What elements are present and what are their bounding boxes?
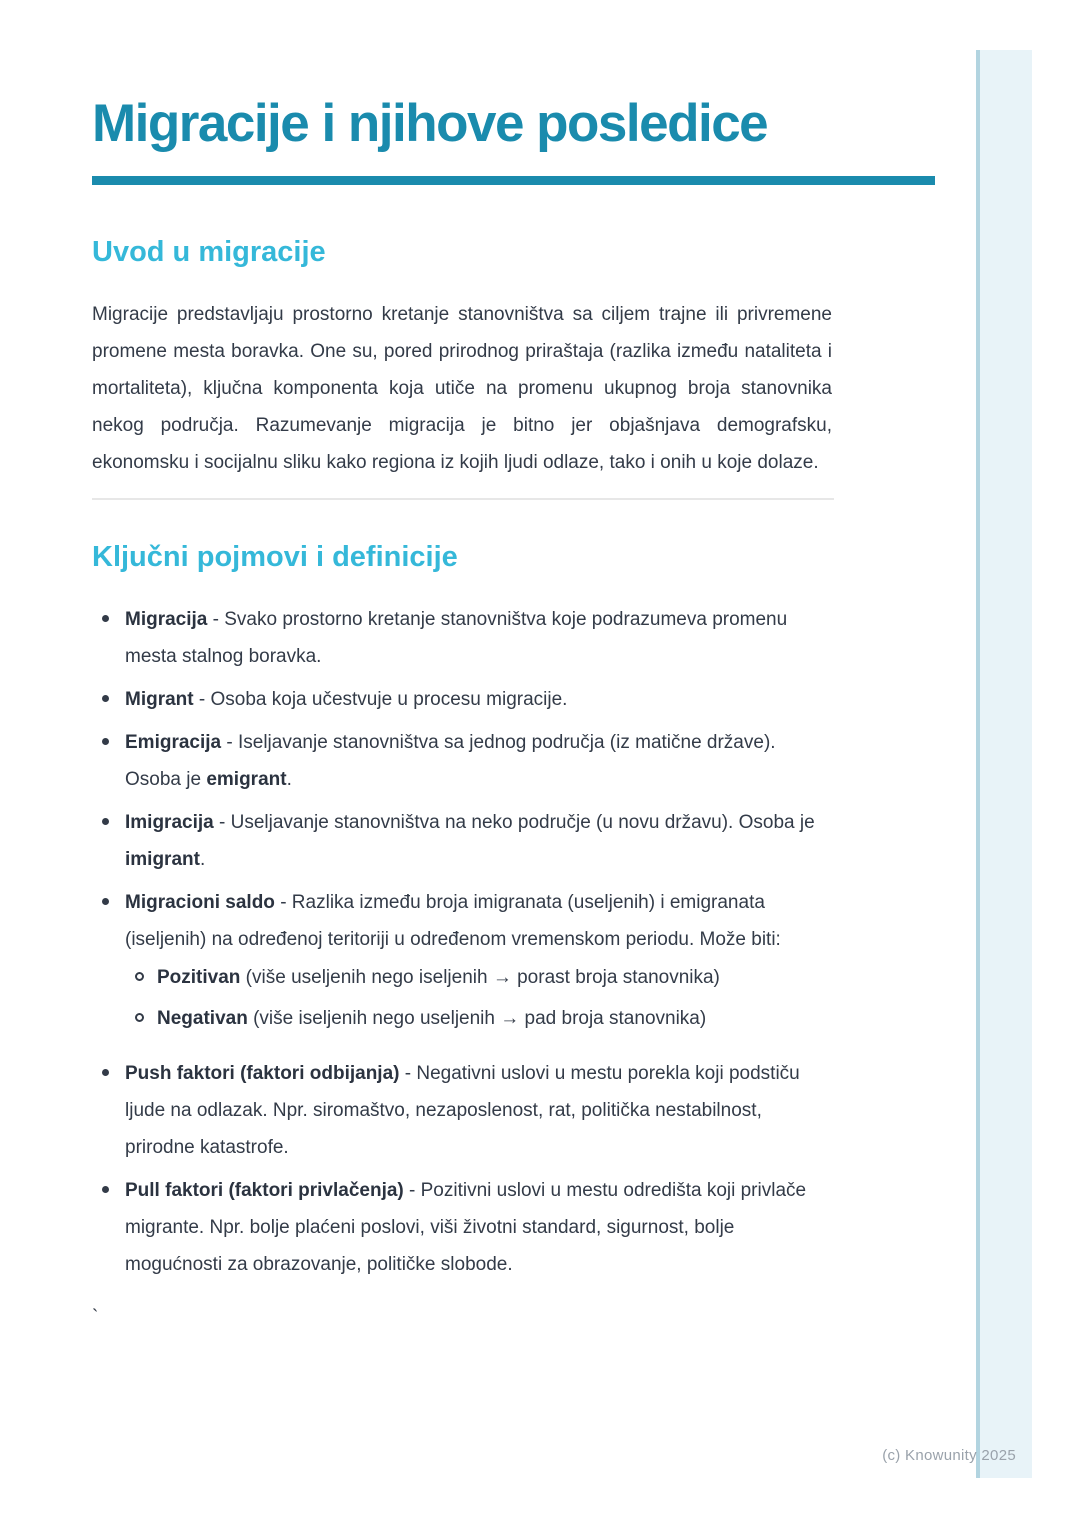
title-underline-rule xyxy=(92,176,935,185)
section-heading-intro: Uvod u migracije xyxy=(92,236,326,268)
term-list-item: Pull faktori (faktori privlačenja) - Pozitivni uslovi u mestu odredišta koji privlače migrante. Npr. bolje plaćeni poslovi, viši životni standard, sigurnost, bolje mogućnosti za obrazovanje, političke slobode. xyxy=(125,1172,832,1283)
document-content xyxy=(92,0,935,1336)
term-list-item: Migrant - Osoba koja učestvuje u procesu migracije. xyxy=(125,681,832,718)
term-list-item: Migracija - Svako prostorno kretanje stanovništva koje podrazumeva promenu mesta stalnog boravka. xyxy=(125,601,832,675)
section-divider xyxy=(92,498,834,500)
footer-copyright: (c) Knowunity 2025 xyxy=(882,1447,1016,1464)
term-sub-item: Negativan (više iseljenih nego useljenih → pad broja stanovnika) xyxy=(157,1000,832,1037)
term-list-item: Push faktori (faktori odbijanja) - Negativni uslovi u mestu porekla koji podstiču ljude na odlazak. Npr. siromaštvo, nezaposlenost, rat, politička nestabilnost, prirodne katastrofe. xyxy=(125,1055,832,1166)
intro-paragraph: Migracije predstavljaju prostorno kretanje stanovništva sa ciljem trajne ili privremene promene mesta boravka. One su, pored prirodnog priraštaja (razlika između nataliteta i mortaliteta), ključna komponenta koja utiče na promenu ukupnog broja stanovnika nekog područja. Razumevanje migracija je bitno jer objašnjava demografsku, ekonomsku i socijalnu sliku kako regiona iz kojih ljudi odlaze, tako i onih u koje dolaze. xyxy=(92,304,832,473)
key-terms-list xyxy=(92,601,832,1283)
stray-backtick-mark: ` xyxy=(92,1307,99,1328)
term-list-item: Migracioni saldo - Razlika između broja imigranata (useljenih) i emigranata (iseljenih) na određenoj teritoriji u određenom vremenskom periodu. Može biti: Pozitivan (više useljenih nego iseljenih → porast broja stanovnika) Negativan (više iseljenih nego useljenih → pad broja stanovnika) xyxy=(125,884,832,1037)
term-list-item: Imigracija - Useljavanje stanovništva na neko područje (u novu državu). Osoba je imigrant. xyxy=(125,804,832,878)
term-sub-item: Pozitivan (više useljenih nego iseljenih → porast broja stanovnika) xyxy=(157,959,832,996)
term-list-item: Emigracija - Iseljavanje stanovništva sa jednog područja (iz matične države). Osoba je emigrant. xyxy=(125,724,832,798)
page-title: Migracije i njihove posledice xyxy=(92,94,768,153)
term-sub-list xyxy=(125,959,832,1037)
right-accent-stripe xyxy=(976,50,1032,1478)
section-heading-key-terms: Ključni pojmovi i definicije xyxy=(92,541,458,573)
